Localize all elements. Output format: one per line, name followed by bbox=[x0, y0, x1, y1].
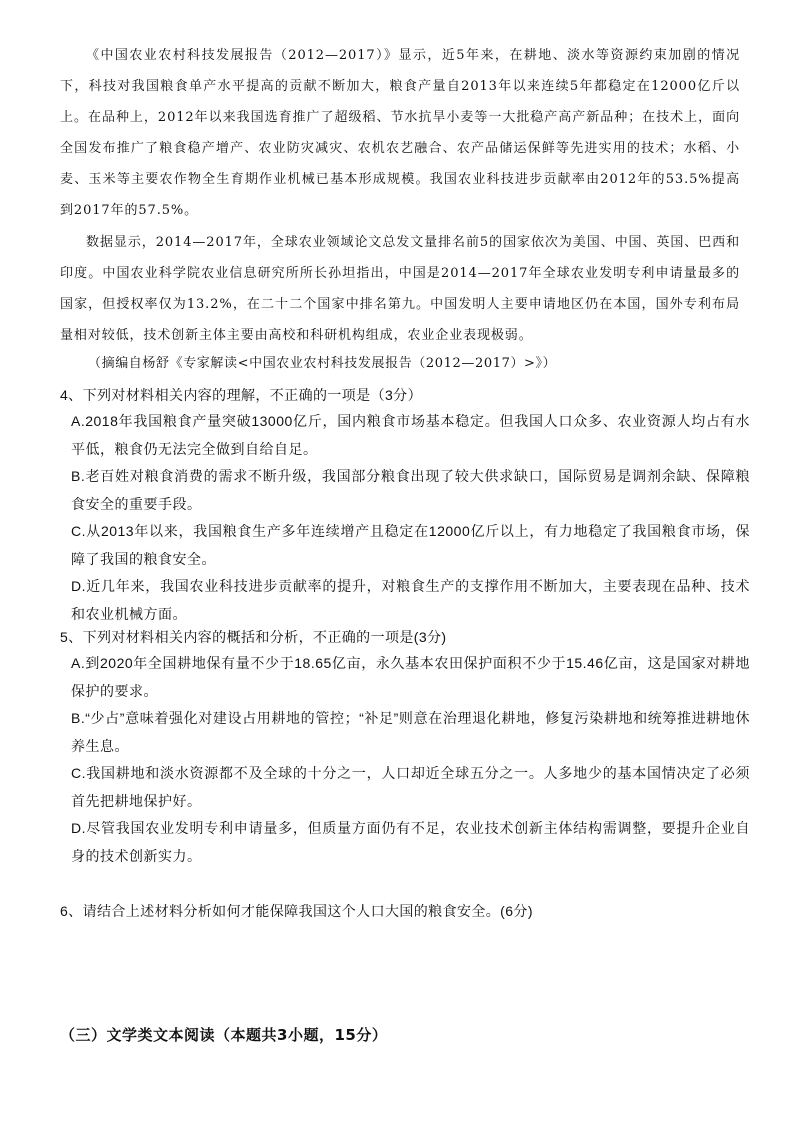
question-4-option-b: B.老百姓对粮食消费的需求不断升级，我国部分粮食出现了较大供求缺口，国际贸易是调剂余缺、保障粮食安全的重要手段。 bbox=[71, 468, 750, 512]
material-paragraph-2: 数据显示，2014—2017年，全球农业领域论文总发文量排名前5的国家依次为美国、中国、英国、巴西和印度。中国农业科学院农业信息研究所所长孙坦指出，中国是2014—2017年全球农业发明专利申请量最多的国家，但授权率仅为13.2%，在二十二个国家中排名第九。中国发明人主要申请地区仍在本国，国外专利布局量相对较低，技术创新主体主要由高校和科研机构组成，农业企业表现极弱。 bbox=[60, 235, 740, 343]
question-5-option-c: C.我国耕地和淡水资源都不及全球的十分之一，人口却近全球五分之一。人多地少的基本国情决定了必须首先把耕地保护好。 bbox=[71, 765, 750, 809]
question-5-stem: 5、下列对材料相关内容的概括和分析，不正确的一项是(3分) bbox=[60, 629, 447, 645]
question-4 bbox=[60, 382, 750, 628]
question-5 bbox=[60, 624, 750, 870]
question-6-stem: 6、请结合上述材料分析如何才能保障我国这个人口大国的粮食安全。(6分) bbox=[60, 903, 533, 919]
question-5-option-b: B.“少占”意味着强化对建设占用耕地的管控；“补足”则意在治理退化耕地，修复污染耕地和统筹推进耕地休养生息。 bbox=[71, 710, 750, 754]
section-heading: （三）文学类文本阅读（本题共3小题，15分） bbox=[60, 1026, 388, 1044]
question-5-option-d: D.尽管我国农业发明专利申请量多，但质量方面仍有不足，农业技术创新主体结构需调整，要提升企业自身的技术创新实力。 bbox=[71, 820, 750, 864]
material-source: （摘编自杨舒《专家解读<中国农业农村科技发展报告（2012—2017）>》） bbox=[88, 356, 557, 371]
question-4-option-d: D.近几年来，我国农业科技进步贡献率的提升，对粮食生产的支撑作用不断加大，主要表现在品种、技术和农业机械方面。 bbox=[71, 578, 750, 622]
question-4-option-c: C.从2013年以来，我国粮食生产多年连续增产且稳定在12000亿斤以上，有力地稳定了我国粮食市场，保障了我国的粮食安全。 bbox=[71, 523, 750, 567]
question-5-option-a: A.到2020年全国耕地保有量不少于18.65亿亩，永久基本农田保护面积不少于15.46亿亩，这是国家对耕地保护的要求。 bbox=[71, 655, 750, 699]
question-6 bbox=[60, 898, 750, 924]
question-4-option-a: A.2018年我国粮食产量突破13000亿斤，国内粮食市场基本稳定。但我国人口众多、农业资源人均占有水平低，粮食仍无法完全做到自给自足。 bbox=[71, 413, 750, 457]
material-paragraph-1: 《中国农业农村科技发展报告（2012—2017）》显示，近5年来，在耕地、淡水等资源约束加剧的情况下，科技对我国粮食单产水平提高的贡献不断加大，粮食产量自2013年以来连续5年都稳定在12000亿斤以上。在品种上，2012年以来我国选育推广了超级稻、节水抗旱小麦等一大批稳产高产新品种；在技术上，面向全国发布推广了粮食稳产增产、农业防灾减灾、农机农艺融合、农产品储运保鲜等先进实用的技术；水稻、小麦、玉米等主要农作物全生育期作业机械已基本形成规模。我国农业科技进步贡献率由2012年的53.5%提高到2017年的57.5%。 bbox=[60, 48, 740, 218]
question-4-stem: 4、下列对材料相关内容的理解，不正确的一项是（3分） bbox=[60, 387, 422, 403]
